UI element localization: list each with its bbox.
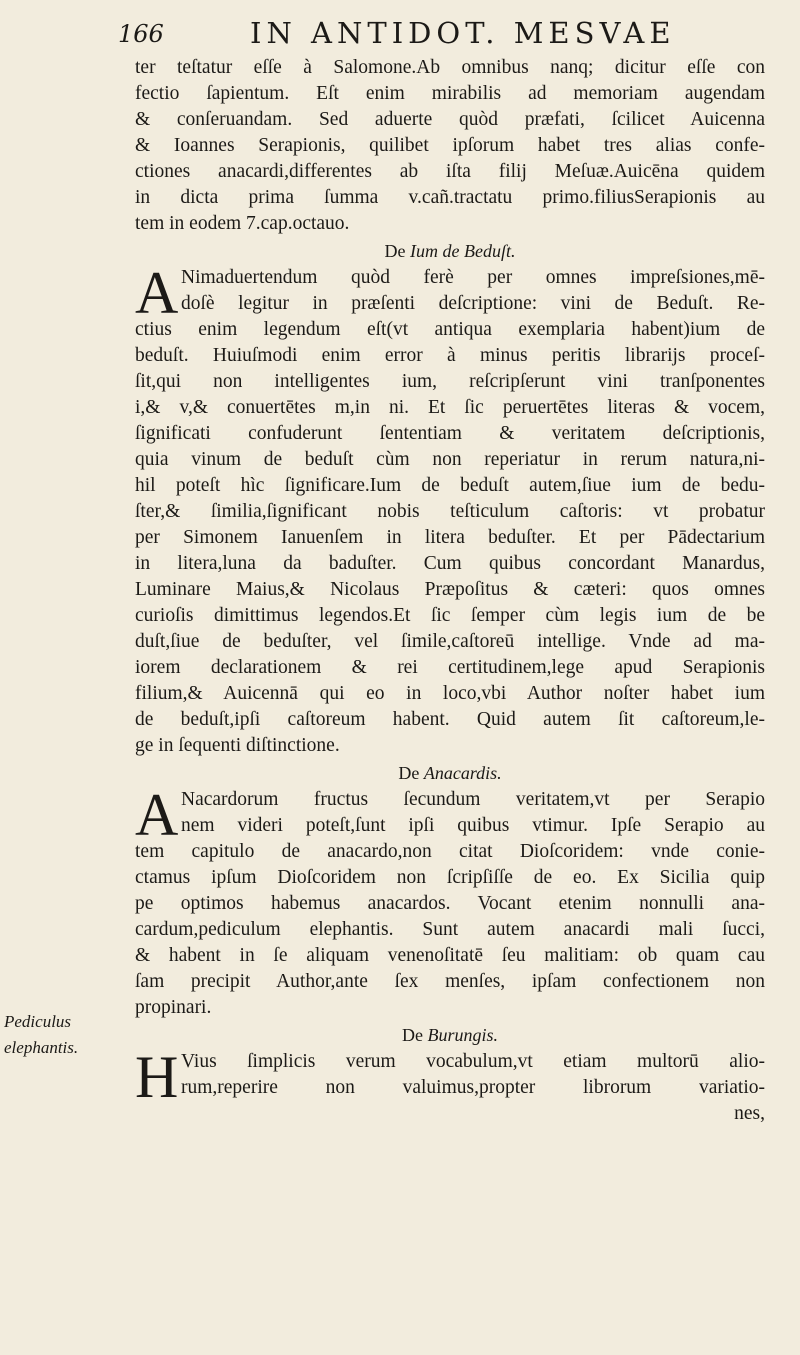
text-line: rum,reperire non valuimus,propter librorum variatio- — [181, 1077, 765, 1098]
page-number: 166 — [118, 20, 164, 48]
text-line: nem videri poteſt,ſunt ipſi quibus vtimur. Ipſe Serapio au — [181, 815, 765, 836]
section-heading — [135, 759, 765, 787]
text-line: ctamus ipſum Dioſcoridem non ſcripſiſſe de eo. Ex Sicilia quip — [135, 867, 765, 888]
section-ium-de-bedust — [135, 260, 765, 759]
text-line: & habent in ſe aliquam venenoſitatē ſeu malitiam: ob quam cau — [135, 945, 765, 966]
text-line: iorem declarationem & rei certitudinem,lege apud Serapionis — [135, 657, 765, 678]
drop-initial: A — [135, 260, 179, 326]
heading-prefix: De — [384, 241, 406, 261]
text-line: curioſis dimittimus legendos.Et ſic ſemper cùm legis ium de be — [135, 605, 765, 626]
catchword: nes, — [734, 1103, 765, 1124]
text-line: quia vinum de beduſt cùm non reperiatur in rerum natura,ni- — [135, 449, 765, 470]
text-line: ſter,& ſimilia,ſignificant nobis teſticulum caſtoris: vt probatur — [135, 501, 765, 522]
text-line: ſam precipit Author,ante ſex menſes, ipſam confectionem non — [135, 971, 765, 992]
page-header — [100, 14, 790, 56]
text-line: ſit,qui non intelligentes ium, reſcripſerunt vini tranſponentes — [135, 371, 765, 392]
drop-initial: A — [135, 782, 179, 848]
text-line: i,& v,& conuertētes m,in ni. Et ſic peruertētes literas & vocem, — [135, 397, 765, 418]
text-line: propinari. — [135, 997, 212, 1018]
text-line: fectio ſapientum. Eſt enim mirabilis ad memoriam augendam — [135, 83, 765, 104]
text-line: & conſeruandam. Sed aduerte quòd præfati, ſcilicet Auicenna — [135, 109, 765, 130]
text-line: ter teſtatur eſſe à Salomone.Ab omnibus nanq; dicitur eſſe con — [135, 57, 765, 78]
heading-prefix: De — [401, 1025, 423, 1045]
drop-initial: H — [135, 1044, 179, 1110]
section-heading — [135, 1021, 765, 1049]
text-line: Nacardorum fructus ſecundum veritatem,vt per Serapio — [181, 789, 765, 810]
marginal-note-line: elephantis. — [4, 1038, 79, 1057]
text-line: per Simonem Ianuenſem in litera beduſter. Et per Pādectarium — [135, 527, 765, 548]
text-line: tem in eodem 7.cap.octauo. — [135, 213, 350, 234]
running-title: IN ANTIDOT. MESVAE — [250, 16, 676, 50]
text-line: ge in ſequenti diſtinctione. — [135, 735, 340, 756]
text-line: beduſt. Huiuſmodi enim error à minus peritis librarijs proceſ- — [135, 345, 765, 366]
text-line: in litera,luna da baduſter. Cum quibus concordant Manardus, — [135, 553, 765, 574]
text-line: doſè legitur in præſenti deſcriptione: vini de Beduſt. Re- — [181, 293, 765, 314]
heading-prefix: De — [398, 763, 420, 783]
text-line: Luminare Maius,& Nicolaus Præpoſitus & cæteri: quos omnes — [135, 579, 765, 600]
section-anacardis — [135, 782, 765, 1021]
marginal-note — [4, 1009, 78, 1061]
text-line: hil poteſt hìc ſignificare.Ium de beduſt autem,ſiue ium de bedu- — [135, 475, 765, 496]
text-line: duſt,ſiue de beduſter, vel ſimile,caſtoreū intellige. Vnde ad ma- — [135, 631, 765, 652]
text-body — [135, 55, 765, 1127]
section-heading — [135, 237, 765, 265]
heading-title: Ium de Beduſt. — [410, 241, 516, 261]
text-line: pe optimos habemus anacardos. Vocant etenim nonnulli ana- — [135, 893, 765, 914]
text-line: cardum,pediculum elephantis. Sunt autem anacardi mali ſucci, — [135, 919, 765, 940]
text-line: in dicta prima ſumma v.cañ.tractatu primo.filiusSerapionis au — [135, 187, 765, 208]
text-line: ctius enim legendum eſt(vt antiqua exemplaria habent)ium de — [135, 319, 765, 340]
heading-title: Burungis. — [427, 1025, 498, 1045]
text-line: Nimaduertendum quòd ferè per omnes impreſsiones,mē- — [181, 267, 765, 288]
intro-paragraph — [135, 55, 765, 237]
text-line: & Ioannes Serapionis, quilibet ipſorum habet tres alias confe- — [135, 135, 765, 156]
heading-title: Anacardis. — [423, 763, 502, 783]
text-line: ctiones anacardi,differentes ab iſta filij Meſuæ.Auicēna quidem — [135, 161, 765, 182]
text-line: ſignificati confuderunt ſententiam & veritatem deſcriptionis, — [135, 423, 765, 444]
text-line: filium,& Auicennā qui eo in loco,vbi Author noſter habet ium — [135, 683, 765, 704]
marginal-note-line: Pediculus — [4, 1012, 72, 1031]
text-line: tem capitulo de anacardo,non citat Dioſcoridem: vnde conie- — [135, 841, 765, 862]
text-line: de beduſt,ipſi caſtoreum habent. Quid autem ſit caſtoreum,le- — [135, 709, 765, 730]
section-burungis — [135, 1044, 765, 1127]
text-line: Vius ſimplicis verum vocabulum,vt etiam multorū alio- — [181, 1051, 765, 1072]
